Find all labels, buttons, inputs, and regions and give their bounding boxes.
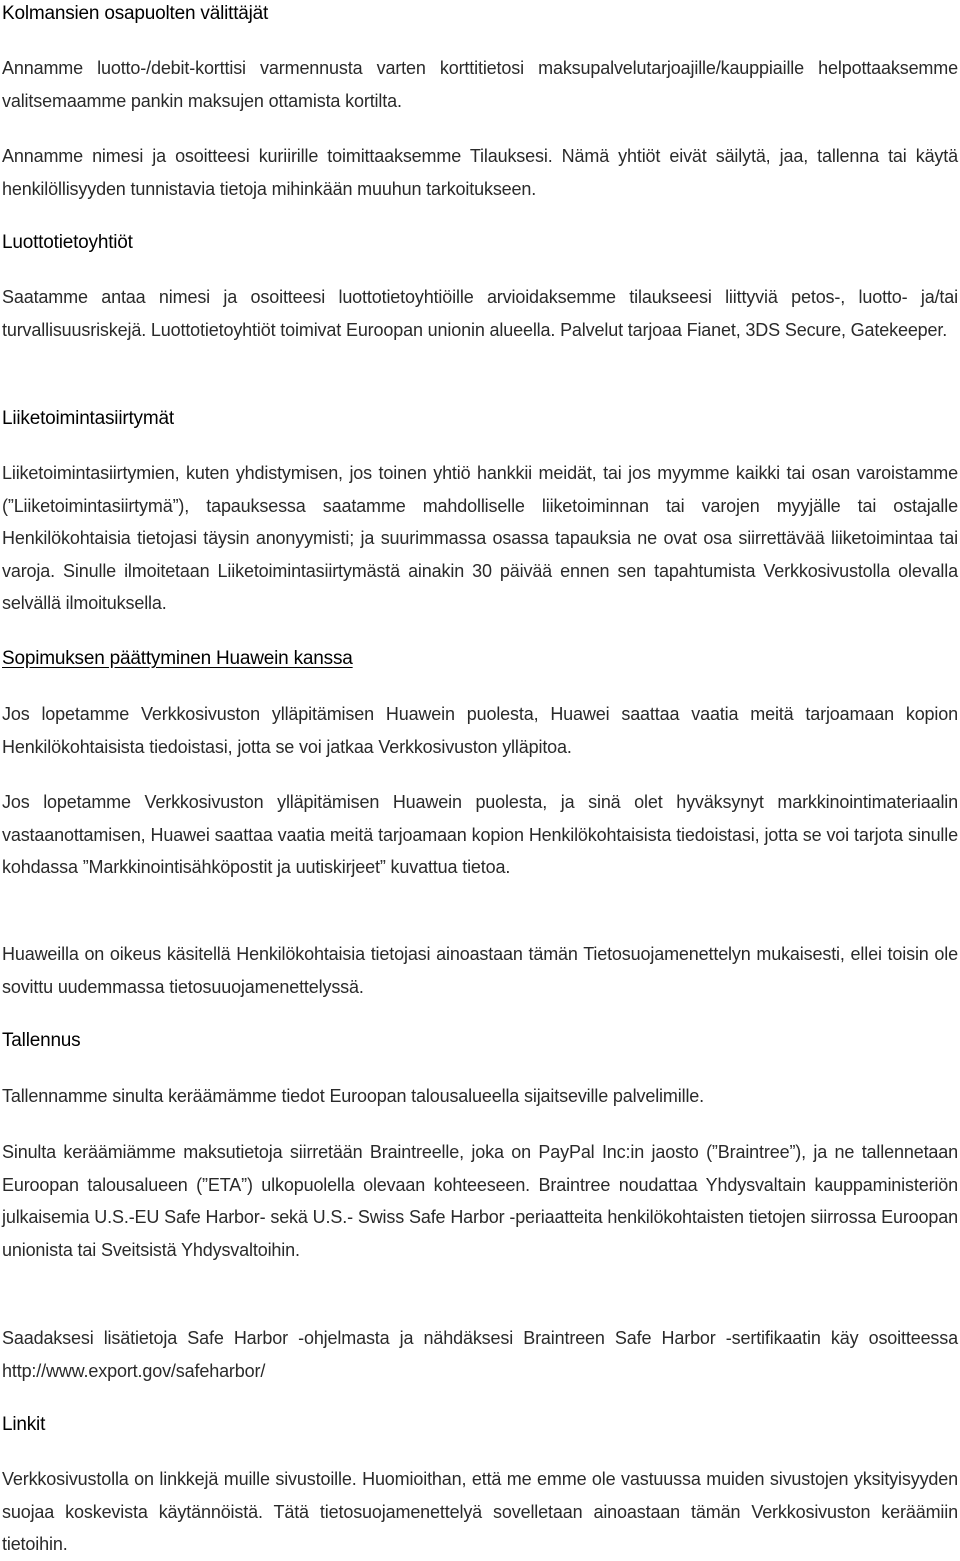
paragraph-courier: Annamme nimesi ja osoitteesi kuriirille toimittaaksemme Tilauksesi. Nämä yhtiöt eivät säilytä, jaa, tallenna tai käytä henkilöllisyyden tunnistavia tietoja mihinkään muuhun tarkoitukseen. [2, 146, 958, 199]
paragraph-termination-2: Jos lopetamme Verkkosivuston ylläpitämisen Huawein puolesta, ja sinä olet hyväksynyt markkinointimateriaalin vastaanottamisen, Huawei saattaa vaatia meitä tarjoamaan kopion Henkilökohtaisista tiedoistasi, jotta se voi tarjota sinulle kohdassa ”Markkinointisähköpostit ja uutiskirjeet” kuvattua tietoa. [2, 792, 958, 877]
paragraph-termination-1: Jos lopetamme Verkkosivuston ylläpitämisen Huawein puolesta, Huawei saattaa vaatia meitä tarjoamaan kopion Henkilökohtaisista tiedoistasi, jotta se voi jatkaa Verkkosivuston ylläpitoa. [2, 704, 958, 757]
section-heading-third-party-brokers: Kolmansien osapuolten välittäjät [2, 3, 269, 24]
paragraph-storage-1: Tallennamme sinulta keräämämme tiedot Euroopan talousalueella sijaitseville palvelimille. [2, 1086, 705, 1106]
section-heading-agreement-termination: Sopimuksen päättyminen Huawein kanssa [2, 648, 353, 669]
paragraph-credit-agencies: Saatamme antaa nimesi ja osoitteesi luottotietoyhtiöille arvioidaksemme tilaukseesi liittyviä petos-, luotto- ja/tai turvallisuusriskejä. Luottotietoyhtiöt toimivat Euroopan unionin alueella. Palvelut tarjoaa Fianet, 3DS Secure, Gatekeeper. [2, 287, 958, 340]
paragraph-business-transfers: Liiketoimintasiirtymien, kuten yhdistymisen, jos toinen yhtiö hankkii meidät, tai jos myymme kaikki tai osan varoistamme (”Liiketoimintasiirtymä”), tapauksessa saatamme mahdolliselle liiketoiminnan tai varojen myyjälle tai ostajalle Henkilökohtaisia tietojasi täysin anonyymisti; ja suurimmassa osassa tapauksia ne ovat osa siirrettävää liiketoimintaa tai varoja. Sinulle ilmoitetaan Liiketoimintasiirtymästä ainakin 30 päivää ennen sen tapahtumista Verkkosivustolla olevalla selvällä ilmoituksella. [2, 463, 958, 613]
section-heading-storage: Tallennus [2, 1030, 81, 1051]
section-heading-business-transfers: Liiketoimintasiirtymät [2, 408, 174, 429]
paragraph-card-details: Annamme luotto-/debit-korttisi varmennusta varten korttitietosi maksupalvelutarjoajille/kauppiaille helpottaaksemme valitsemaamme pankin maksujen ottamista kortilta. [2, 58, 958, 111]
paragraph-storage-safe-harbor: Saadaksesi lisätietoja Safe Harbor -ohjelmasta ja nähdäksesi Braintreen Safe Harbor -sertifikaatin käy osoitteessa http://www.export.gov/safeharbor/ [2, 1328, 958, 1381]
paragraph-termination-3: Huaweilla on oikeus käsitellä Henkilökohtaisia tietojasi ainoastaan tämän Tietosuojamenettelyn mukaisesti, ellei toisin ole sovittu uudemmassa tietosuuojamenettelyssä. [2, 944, 958, 997]
paragraph-links: Verkkosivustolla on linkkejä muille sivustoille. Huomioithan, että me emme ole vastuussa muiden sivustojen yksityisyyden suojaa koskevista käytännöistä. Tätä tietosuojamenettelyä sovelletaan ainoastaan tämän Verkkosivuston keräämiin tietoihin. [2, 1469, 958, 1554]
section-heading-links: Linkit [2, 1414, 46, 1435]
section-heading-credit-agencies: Luottotietoyhtiöt [2, 232, 133, 253]
paragraph-storage-braintree: Sinulta keräämiämme maksutietoja siirretään Braintreelle, joka on PayPal Inc:in jaosto (”Braintree”), ja ne tallennetaan Euroopan talousalueen (”ETA”) ulkopuolella olevaan kohteeseen. Braintree noudattaa Yhdysvaltain kauppaministeriön julkaisemia U.S.-EU Safe Harbor- sekä U.S.- Swiss Safe Harbor -periaatteita henkilökohtaisten tietojen siirrossa Euroopan unionista tai Sveitsistä Yhdysvaltoihin. [2, 1142, 958, 1260]
